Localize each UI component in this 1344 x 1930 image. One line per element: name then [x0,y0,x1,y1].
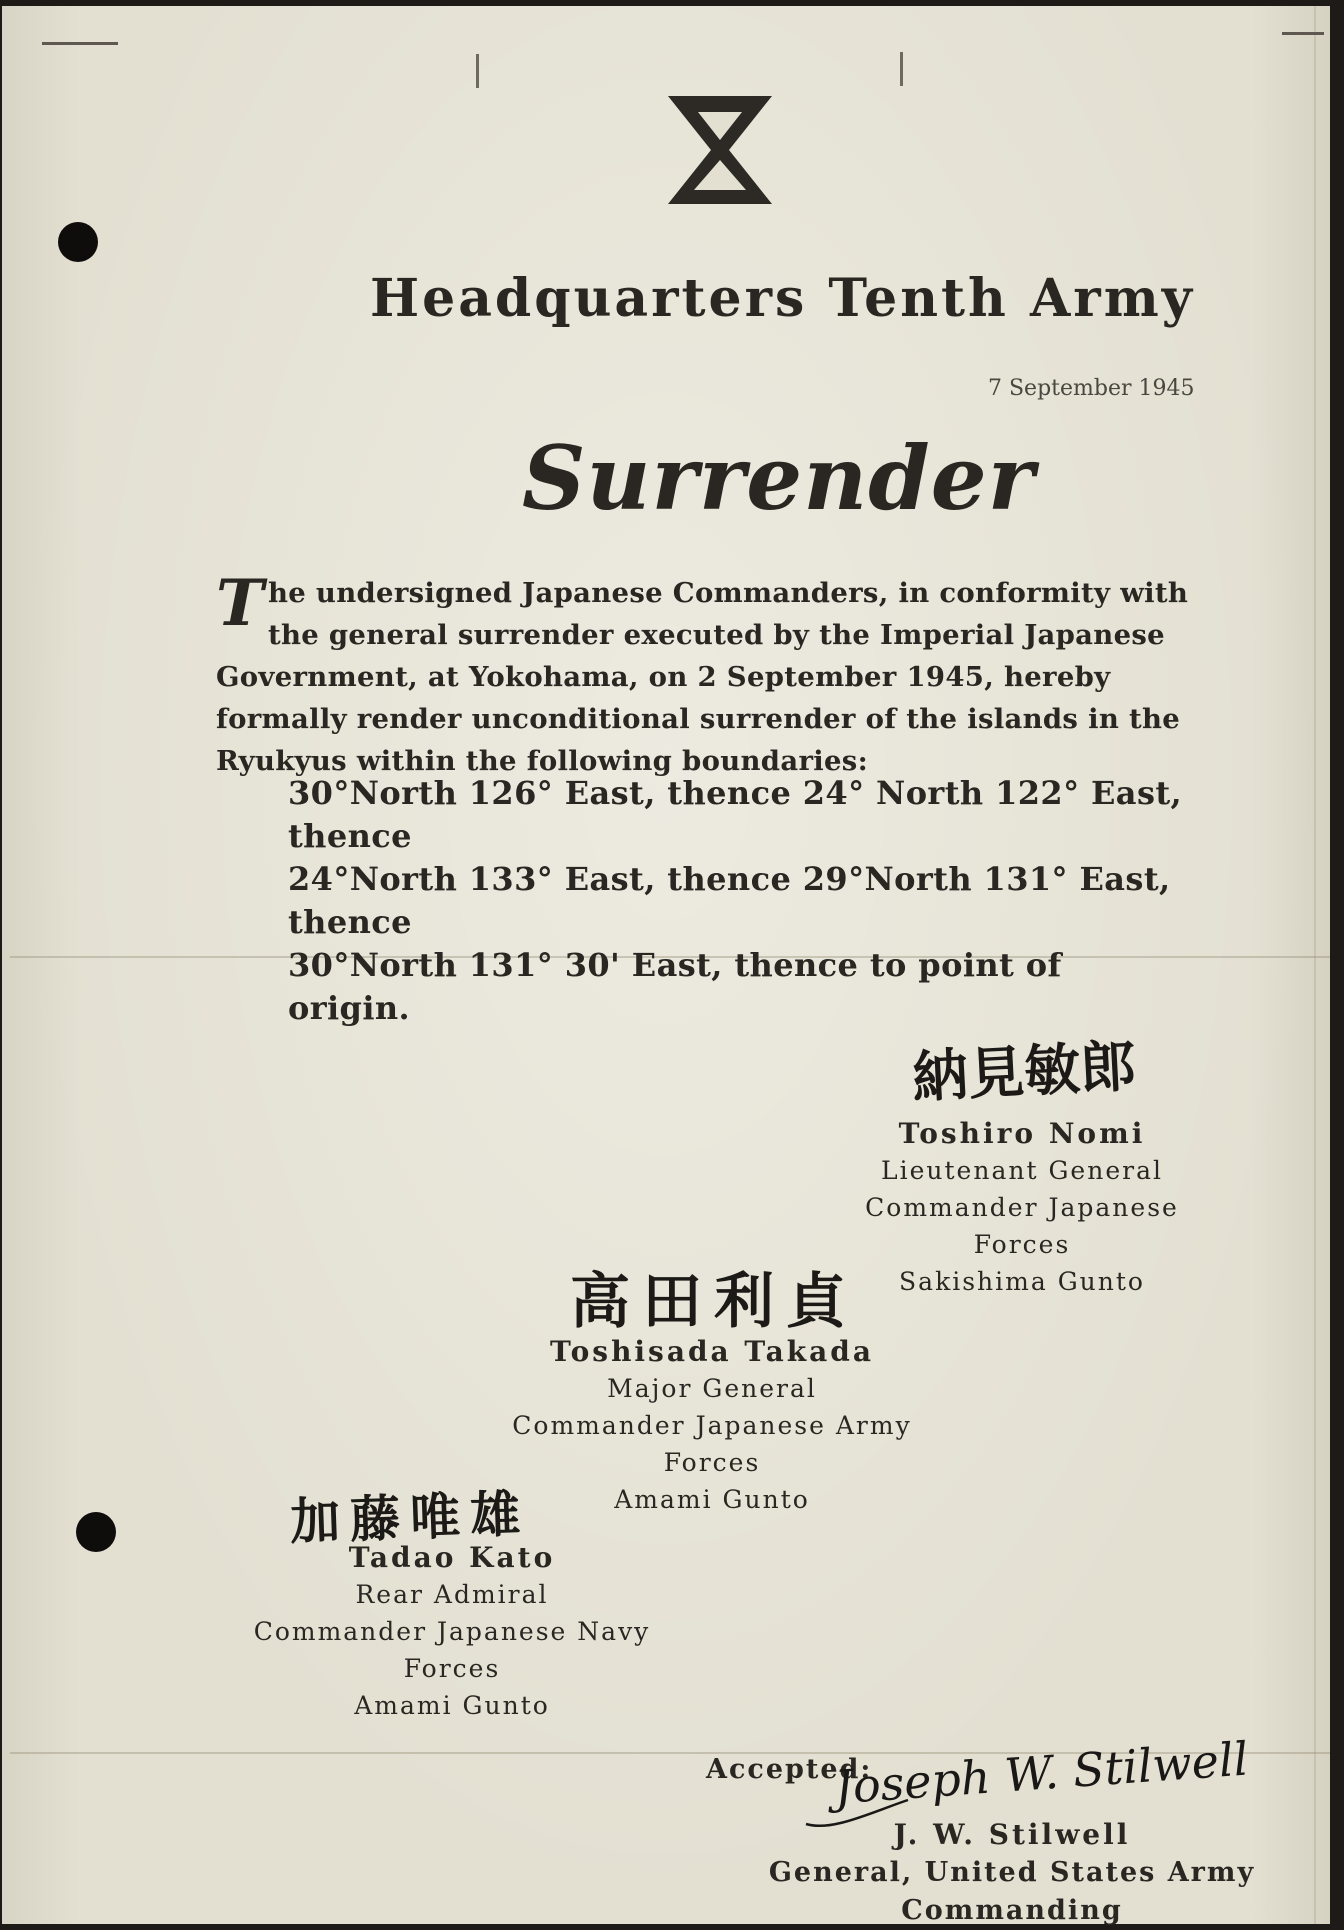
document-heading: Headquarters Tenth Army [370,268,1195,329]
signatory-rank: Rear Admiral [355,1580,549,1609]
boundary-line: 30°North 131° 30' East, thence to point of origin. [288,946,1062,1027]
paper-fold-line [1314,6,1316,1924]
signatory-area: Amami Gunto [614,1485,810,1514]
signatory-name: Toshiro Nomi [898,1117,1146,1150]
signatory-area: Amami Gunto [354,1691,550,1720]
signatory-block [462,1334,962,1518]
stilwell-signature: Joseph W. Stilwell [832,1731,1250,1815]
signatory-command: Commander Japanese Forces [865,1193,1179,1259]
signatory-name: Tadao Kato [348,1541,556,1574]
acceptor-role: Commanding [901,1895,1123,1926]
document-date: 7 September 1945 [988,376,1195,401]
boundary-list [288,772,1188,1030]
drop-cap: T [216,566,264,641]
surrender-paragraph [216,566,1216,782]
acceptor-name: J. W. Stilwell [893,1818,1131,1851]
punch-hole [76,1512,116,1552]
acceptance-block [762,1816,1262,1930]
signatory-rank: Lieutenant General [881,1156,1163,1185]
signatory-name: Toshisada Takada [550,1335,874,1368]
signature-kanji: 納見敏郎 [910,1033,1138,1111]
clip-mark [1282,32,1324,35]
tenth-army-insignia-icon [668,96,772,204]
boundary-line: 24°North 133° East, thence 29°North 131° East, thence [288,860,1171,941]
boundary-line: 30°North 126° East, thence 24° North 122° East, thence [288,774,1183,855]
acceptor-rank: General, United States Army [768,1857,1256,1888]
clip-mark [42,42,118,45]
staple-mark [476,54,479,88]
document-title: Surrender [522,426,1036,530]
staple-mark [900,52,903,86]
punch-hole [58,222,98,262]
surrender-text: he undersigned Japanese Commanders, in conformity with the general surrender executed by the Imperial Japanese Government, at Yokohama, on 2 September 1945, hereby formally render unconditional surrender of the islands in the Ryukyus within the following boundaries: [216,577,1189,777]
document-sheet [2,6,1330,1924]
signatory-command: Commander Japanese Navy Forces [253,1617,651,1683]
signatory-rank: Major General [607,1374,817,1403]
signatory-command: Commander Japanese Army Forces [512,1411,912,1477]
signatory-area: Sakishima Gunto [899,1267,1145,1296]
signature-kanji: 加藤唯雄 [289,1483,532,1552]
signatory-block [812,1116,1232,1300]
signatory-block [212,1540,692,1724]
accepted-label: Accepted: [706,1754,873,1785]
signature-kanji: 高田利貞 [570,1267,858,1337]
